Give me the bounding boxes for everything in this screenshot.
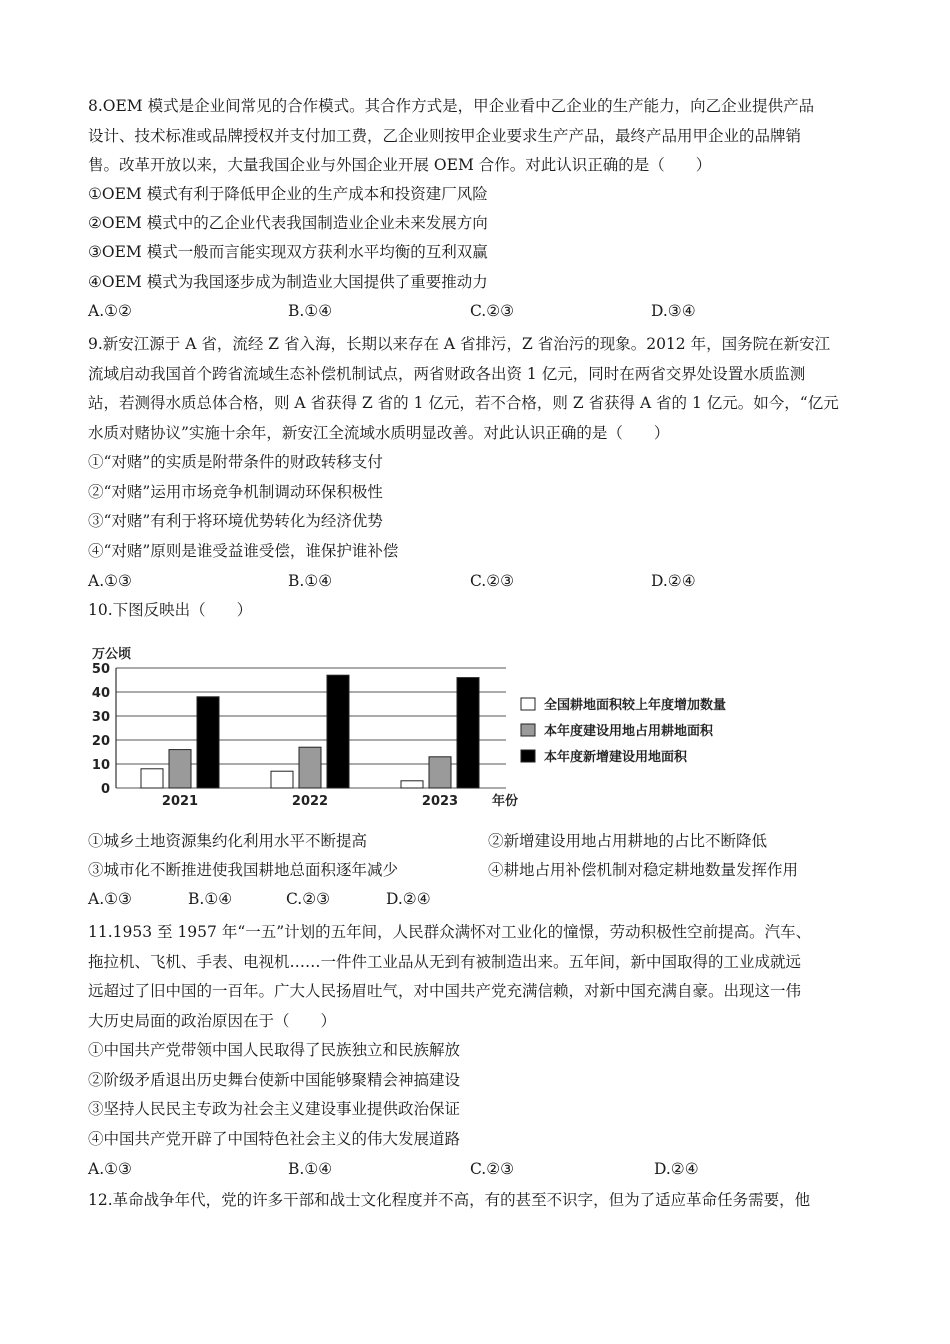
q11-option-a: A.①③ [88,1160,132,1178]
bar [429,757,451,788]
x-axis-label: 年份 [492,794,519,809]
q9-option-d: D.②④ [651,572,696,590]
q9-option-a: A.①③ [88,572,132,590]
q9-stem-line-4: 水质对赌协议”实施十余年，新安江全流域水质明显改善。对此认识正确的是（ ） [88,424,670,442]
bar [197,697,219,788]
q9-statement-1: ①“对赌”的实质是附带条件的财政转移支付 [88,453,383,471]
q9-statement-2: ②“对赌”运用市场竞争机制调动环保积极性 [88,483,383,501]
q11-statement-2: ②阶级矛盾退出历史舞台使新中国能够聚精会神搞建设 [88,1071,461,1089]
legend-label: 本年度建设用地占用耕地面积 [544,724,714,739]
q8-stem-line-1: 8.OEM 模式是企业间常见的合作模式。其合作方式是，甲企业看中乙企业的生产能力，向乙企业提供产品 [88,97,815,115]
q10-statement-4: ④耕地占用补偿机制对稳定耕地数量发挥作用 [488,861,799,879]
legend-swatch [521,750,535,762]
y-tick-label: 20 [91,734,110,749]
q11-option-d: D.②④ [654,1160,699,1178]
q10-stem: 10.下图反映出（ ） [88,601,253,619]
q11-stem-line-3: 远超过了旧中国的一百年。广大人民扬眉吐气，对中国共产党充满信赖，对新中国充满自豪。出现这一伟 [88,982,802,1000]
q10-option-d: D.②④ [386,890,431,908]
y-tick-label: 30 [91,710,110,725]
q12-stem-line-1: 12.革命战争年代，党的许多干部和战士文化程度并不高，有的甚至不识字，但为了适应革命任务需要，他 [88,1191,811,1209]
q8-statement-4: ④OEM 模式为我国逐步成为制造业大国提供了重要推动力 [88,273,488,291]
q11-statement-4: ④中国共产党开辟了中国特色社会主义的伟大发展道路 [88,1130,461,1148]
bar [271,771,293,788]
q9-statement-4: ④“对赌”原则是谁受益谁受偿，谁保护谁补偿 [88,542,399,560]
y-axis-label: 万公顷 [92,647,132,662]
q8-option-d: D.③④ [651,302,696,320]
q8-option-b: B.①④ [288,302,333,320]
y-tick-label: 0 [100,782,110,797]
q8-statement-1: ①OEM 模式有利于降低甲企业的生产成本和投资建厂风险 [88,185,488,203]
q11-stem-line-1: 11.1953 至 1957 年“一五”计划的五年间，人民群众满怀对工业化的憧憬，劳动积极性空前提高。汽车、 [88,923,812,941]
bar-chart [86,640,806,815]
q9-stem-line-2: 流域启动我国首个跨省流域生态补偿机制试点，两省财政各出资 1 亿元，同时在两省交界处设置水质监测 [88,365,806,383]
q8-stem-line-3: 售。改革开放以来，大量我国企业与外国企业开展 OEM 合作。对此认识正确的是（ ） [88,156,712,174]
bar [141,769,163,788]
q8-option-c: C.②③ [470,302,515,320]
legend-swatch [521,724,535,736]
legend-swatch [521,698,535,710]
x-tick-label: 2021 [161,794,199,809]
q11-stem-line-4: 大历史局面的政治原因在于（ ） [88,1012,337,1030]
q10-statement-2: ②新增建设用地占用耕地的占比不断降低 [488,832,768,850]
q9-option-c: C.②③ [470,572,515,590]
x-tick-label: 2022 [291,794,329,809]
q9-stem-line-3: 站，若测得水质总体合格，则 A 省获得 Z 省的 1 亿元，若不合格，则 Z 省获得 A 省的 1 亿元。如今，“亿元 [88,394,839,412]
q10-option-a: A.①③ [88,890,132,908]
q11-option-c: C.②③ [470,1160,515,1178]
q11-stem-line-2: 拖拉机、飞机、手表、电视机……一件件工业品从无到有被制造出来。五年间，新中国取得的工业成就远 [88,953,802,971]
legend-label: 全国耕地面积较上年度增加数量 [544,698,727,713]
q8-statement-2: ②OEM 模式中的乙企业代表我国制造业企业未来发展方向 [88,214,488,232]
q11-option-b: B.①④ [288,1160,333,1178]
bar [169,750,191,788]
y-tick-label: 40 [91,686,110,701]
q11-statement-3: ③坚持人民民主专政为社会主义建设事业提供政治保证 [88,1100,461,1118]
q9-option-b: B.①④ [288,572,333,590]
bar [299,747,321,788]
q8-stem-line-2: 设计、技术标准或品牌授权并支付加工费，乙企业则按甲企业要求生产产品，最终产品用甲企业的品牌销 [88,127,802,145]
bar [457,678,479,788]
y-tick-label: 50 [91,662,110,677]
q9-statement-3: ③“对赌”有利于将环境优势转化为经济优势 [88,512,383,530]
q8-option-a: A.①② [88,302,132,320]
x-tick-label: 2023 [421,794,459,809]
bar [401,781,423,788]
q8-statement-3: ③OEM 模式一般而言能实现双方获利水平均衡的互利双赢 [88,243,488,261]
y-tick-label: 10 [91,758,110,773]
q10-option-b: B.①④ [188,890,233,908]
q10-statement-1: ①城乡土地资源集约化利用水平不断提高 [88,832,368,850]
q11-statement-1: ①中国共产党带领中国人民取得了民族独立和民族解放 [88,1041,461,1059]
bar [327,675,349,788]
q10-option-c: C.②③ [286,890,331,908]
legend-label: 本年度新增建设用地面积 [544,750,688,765]
q10-statement-3: ③城市化不断推进使我国耕地总面积逐年减少 [88,861,399,879]
q9-stem-line-1: 9.新安江源于 A 省，流经 Z 省入海，长期以来存在 A 省排污，Z 省治污的现象。2012 年，国务院在新安江 [88,335,831,353]
